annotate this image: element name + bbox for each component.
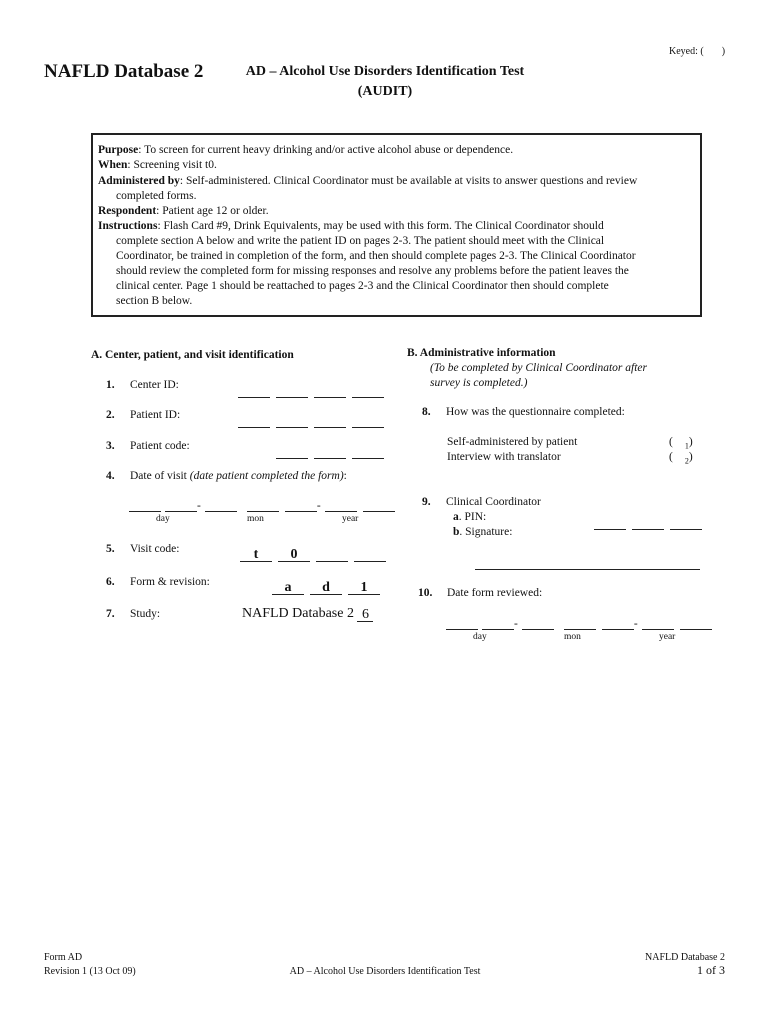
pin-box-2[interactable] <box>632 517 664 530</box>
date-dash: - <box>197 500 201 512</box>
instructions-line5: clinical center. Page 1 should be reattached to pages 2-3 and the Clinical Coordinator then should complete <box>116 280 609 292</box>
review-day-box-2[interactable] <box>482 617 514 630</box>
when-line <box>98 158 217 173</box>
footer-database: NAFLD Database 2 <box>645 952 725 963</box>
instructions-line3: Coordinator, be trained in completion of the form, and then should complete pages 2-3. The Clinical Coordinator <box>116 250 636 262</box>
patient-code-box-2[interactable] <box>314 446 346 459</box>
center-id-box-3[interactable] <box>314 385 346 398</box>
review-mon-box-1[interactable] <box>522 617 554 630</box>
item-label: Visit code: <box>130 543 180 555</box>
option-paren-open: ( <box>669 451 673 463</box>
item-label-italic: (date patient completed the form) <box>189 470 344 482</box>
item-label-tail: : <box>343 470 347 482</box>
date-mon-label: mon <box>247 514 264 524</box>
keyed-close: ) <box>721 46 726 57</box>
date-dash: - <box>633 618 638 630</box>
item-label: Center ID: <box>130 379 179 391</box>
instructions-text1: : Flash Card #9, Drink Equivalents, may be used with this form. The Clinical Coordinator should <box>157 220 604 232</box>
item-number: 7. <box>106 608 115 620</box>
item-questionnaire-completed <box>422 406 625 418</box>
review-mon-label: mon <box>564 632 581 642</box>
date-year-label: year <box>342 514 359 524</box>
instructions-line4: should review the completed form for missing responses and resolve any problems before the patient leaves the <box>116 265 629 277</box>
instructions-label: Instructions <box>98 220 158 232</box>
date-dash: - <box>514 618 518 630</box>
patient-id-box-3[interactable] <box>314 415 346 428</box>
item-clinical-coordinator <box>422 496 541 508</box>
purpose-line <box>98 143 513 158</box>
visit-code-blanks <box>240 544 392 562</box>
review-year-box-2[interactable] <box>642 617 674 630</box>
signature-line[interactable] <box>475 569 700 570</box>
visit-date-blanks <box>129 499 401 512</box>
center-id-box-1[interactable] <box>238 385 270 398</box>
center-id-box-4[interactable] <box>352 385 384 398</box>
form-title-line2: (AUDIT) <box>357 84 413 99</box>
item-label: Date of visit <box>130 470 190 482</box>
form-revision-box-1[interactable]: a <box>272 582 304 595</box>
review-mon-box-2[interactable] <box>564 617 596 630</box>
item-patient-id <box>106 409 180 421</box>
option-interview-translator-code[interactable] <box>669 451 693 465</box>
patient-id-box-2[interactable] <box>276 415 308 428</box>
item-number: 10. <box>418 587 433 599</box>
respondent-label: Respondent <box>98 205 157 217</box>
keyed-field <box>669 46 725 57</box>
item-label: Date form reviewed: <box>447 587 543 599</box>
item-number: 5. <box>106 543 115 555</box>
item-number: 4. <box>106 470 115 482</box>
review-year-box-3[interactable] <box>680 617 712 630</box>
administered-label: Administered by <box>98 175 180 187</box>
visit-code-box-4[interactable] <box>354 549 386 562</box>
item-center-id <box>106 379 179 391</box>
signature-letter: b <box>453 526 460 538</box>
option-self-administered-code[interactable] <box>669 436 693 450</box>
item-date-reviewed <box>418 587 542 599</box>
visit-day-box-2[interactable] <box>165 499 197 512</box>
item-label: Patient ID: <box>130 409 181 421</box>
patient-code-blanks <box>276 441 390 459</box>
pin-label <box>453 511 486 523</box>
form-revision-box-2[interactable]: d <box>310 582 342 595</box>
center-id-blanks <box>238 380 390 398</box>
option-paren-close: ) <box>688 436 693 448</box>
form-title <box>230 62 540 102</box>
when-text: : Screening visit t0. <box>127 159 217 171</box>
patient-id-blanks <box>238 410 390 428</box>
option-paren-close: ) <box>688 451 693 463</box>
item-form-revision <box>106 576 210 588</box>
administered-line <box>98 174 637 189</box>
item-visit-code <box>106 543 179 555</box>
pin-text: . PIN: <box>458 511 487 523</box>
item-number: 3. <box>106 440 115 452</box>
patient-id-box-4[interactable] <box>352 415 384 428</box>
administered-line2: completed forms. <box>116 190 197 202</box>
patient-code-box-1[interactable] <box>276 446 308 459</box>
item-label: How was the questionnaire completed: <box>446 406 625 418</box>
pin-box-1[interactable] <box>594 517 626 530</box>
visit-code-box-2[interactable]: 0 <box>278 549 310 562</box>
footer-form-id: Form AD <box>44 952 83 963</box>
visit-year-box-3[interactable] <box>363 499 395 512</box>
item-patient-code <box>106 440 190 452</box>
form-revision-box-3[interactable]: 1 <box>348 582 380 595</box>
option-code: 2 <box>684 456 689 466</box>
option-paren-open: ( <box>669 436 673 448</box>
purpose-label: Purpose <box>98 144 139 156</box>
signature-text: . Signature: <box>459 526 513 538</box>
visit-mon-box-1[interactable] <box>205 499 237 512</box>
item-label: Form & revision: <box>130 576 210 588</box>
item-date-of-visit <box>106 470 347 482</box>
form-title-line1: AD – Alcohol Use Disorders Identification Test <box>245 64 525 79</box>
footer-revision: Revision 1 (13 Oct 09) <box>44 966 136 977</box>
patient-id-box-1[interactable] <box>238 415 270 428</box>
section-b-subtitle-2: survey is completed.) <box>430 377 528 389</box>
item-label: Study: <box>130 608 161 620</box>
visit-mon-box-2[interactable] <box>247 499 279 512</box>
review-year-box-1[interactable] <box>602 617 634 630</box>
visit-code-box-1[interactable]: t <box>240 549 272 562</box>
section-b-title: B. Administrative information <box>407 347 556 359</box>
pin-box-3[interactable] <box>670 517 702 530</box>
study-value <box>242 606 379 622</box>
item-number: 6. <box>106 576 115 588</box>
option-interview-translator: Interview with translator <box>447 451 561 463</box>
item-label: Clinical Coordinator <box>446 496 541 508</box>
date-dash: - <box>316 500 321 512</box>
item-number: 1. <box>106 379 115 391</box>
instructions-line2: complete section A below and write the patient ID on pages 2-3. The patient should meet with the Clinical <box>116 235 605 247</box>
item-number: 2. <box>106 409 115 421</box>
administered-text: : Self-administered. Clinical Coordinator must be available at visits to answer questions and review <box>179 175 638 187</box>
footer-form-title: AD – Alcohol Use Disorders Identification Test <box>289 966 481 977</box>
visit-code-box-3[interactable] <box>316 549 348 562</box>
database-title: NAFLD Database 2 <box>44 61 204 82</box>
review-date-blanks <box>446 617 718 630</box>
form-revision-blanks <box>272 577 386 595</box>
keyed-label: Keyed: ( <box>669 46 704 57</box>
pin-blanks <box>594 512 708 530</box>
section-b-subtitle-1: (To be completed by Clinical Coordinator after <box>430 362 647 374</box>
option-self-administered: Self-administered by patient <box>447 436 578 448</box>
review-year-label: year <box>659 632 676 642</box>
when-label: When <box>98 159 128 171</box>
respondent-text: : Patient age 12 or older. <box>156 205 269 217</box>
option-code: 1 <box>684 441 689 451</box>
signature-label <box>453 526 512 538</box>
visit-year-box-2[interactable] <box>325 499 357 512</box>
item-number: 8. <box>422 406 431 418</box>
item-label: Patient code: <box>130 440 190 452</box>
review-day-label: day <box>473 632 487 642</box>
instructions-line1 <box>98 219 604 234</box>
item-study <box>106 608 160 620</box>
study-code-box[interactable]: 6 <box>357 609 373 622</box>
study-text: NAFLD Database 2 <box>242 606 354 621</box>
visit-day-box-1[interactable] <box>129 499 161 512</box>
purpose-text: : To screen for current heavy drinking and/or active alcohol abuse or dependence. <box>138 144 514 156</box>
visit-year-box-1[interactable] <box>285 499 317 512</box>
section-a-title: A. Center, patient, and visit identification <box>91 349 294 361</box>
pin-letter: a <box>453 511 459 523</box>
date-day-label: day <box>156 514 170 524</box>
item-number: 9. <box>422 496 431 508</box>
review-day-box-1[interactable] <box>446 617 478 630</box>
patient-code-box-3[interactable] <box>352 446 384 459</box>
respondent-line <box>98 204 269 219</box>
footer-page-number: 1 of 3 <box>697 963 725 977</box>
instructions-line6: section B below. <box>116 295 193 307</box>
center-id-box-2[interactable] <box>276 385 308 398</box>
